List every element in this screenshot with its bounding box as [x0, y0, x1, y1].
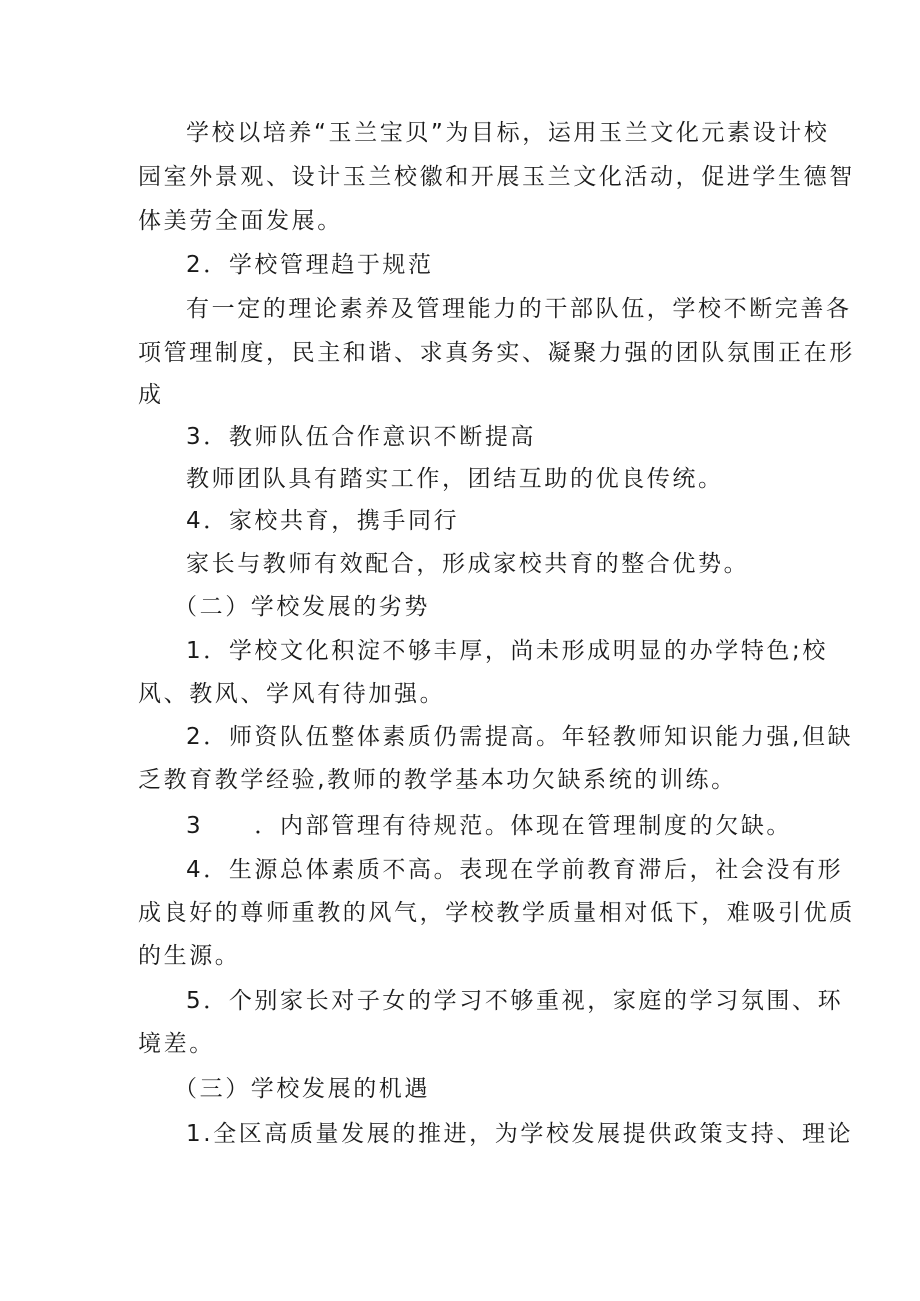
paragraph-line: 5．个别家长对子女的学习不够重视，家庭的学习氛围、环 — [186, 988, 844, 1014]
paragraph-line: 成良好的尊师重教的风气，学校教学质量相对低下，难吸引优质 — [138, 900, 855, 926]
paragraph-line: 1．学校文化积淀不够丰厚，尚未形成明显的办学特色;校 — [186, 638, 828, 664]
paragraph-line: 项管理制度，民主和谐、求真务实、凝聚力强的团队氛围正在形 — [138, 340, 855, 366]
paragraph-line: 4．生源总体素质不高。表现在学前教育滞后，社会没有形 — [186, 857, 844, 883]
chapter-heading: （二）学校发展的劣势 — [174, 594, 430, 620]
paragraph-line: 有一定的理论素养及管理能力的干部队伍，学校不断完善各 — [186, 296, 852, 322]
paragraph-line: 学校以培养“玉兰宝贝”为目标，运用玉兰文化元素设计校 — [186, 120, 830, 146]
chapter-heading: （三）学校发展的机遇 — [174, 1076, 430, 1102]
section-heading: 3．教师队伍合作意识不断提高 — [186, 424, 537, 450]
section-heading: 2．学校管理趋于规范 — [186, 252, 434, 278]
paragraph-line: 园室外景观、设计玉兰校徽和开展玉兰文化活动，促进学生德智 — [138, 164, 855, 190]
paragraph-line: 3 ．内部管理有待规范。体现在管理制度的欠缺。 — [186, 813, 793, 839]
paragraph-line: 1.全区高质量发展的推进，为学校发展提供政策支持、理论 — [186, 1121, 854, 1147]
paragraph-line: 成 — [138, 382, 164, 408]
paragraph-line: 家长与教师有效配合，形成家校共育的整合优势。 — [186, 551, 750, 577]
paragraph-line: 境差。 — [138, 1031, 215, 1057]
paragraph-line: 2．师资队伍整体素质仍需提高。年轻教师知识能力强,但缺 — [186, 724, 854, 750]
paragraph-line: 教师团队具有踏实工作，团结互助的优良传统。 — [186, 466, 724, 492]
paragraph-line: 体美劳全面发展。 — [138, 208, 343, 234]
section-heading: 4．家校共育，携手同行 — [186, 508, 460, 534]
paragraph-line: 乏教育教学经验,教师的教学基本功欠缺系统的训练。 — [138, 767, 737, 793]
paragraph-line: 的生源。 — [138, 943, 241, 969]
paragraph-line: 风、教风、学风有待加强。 — [138, 681, 446, 707]
